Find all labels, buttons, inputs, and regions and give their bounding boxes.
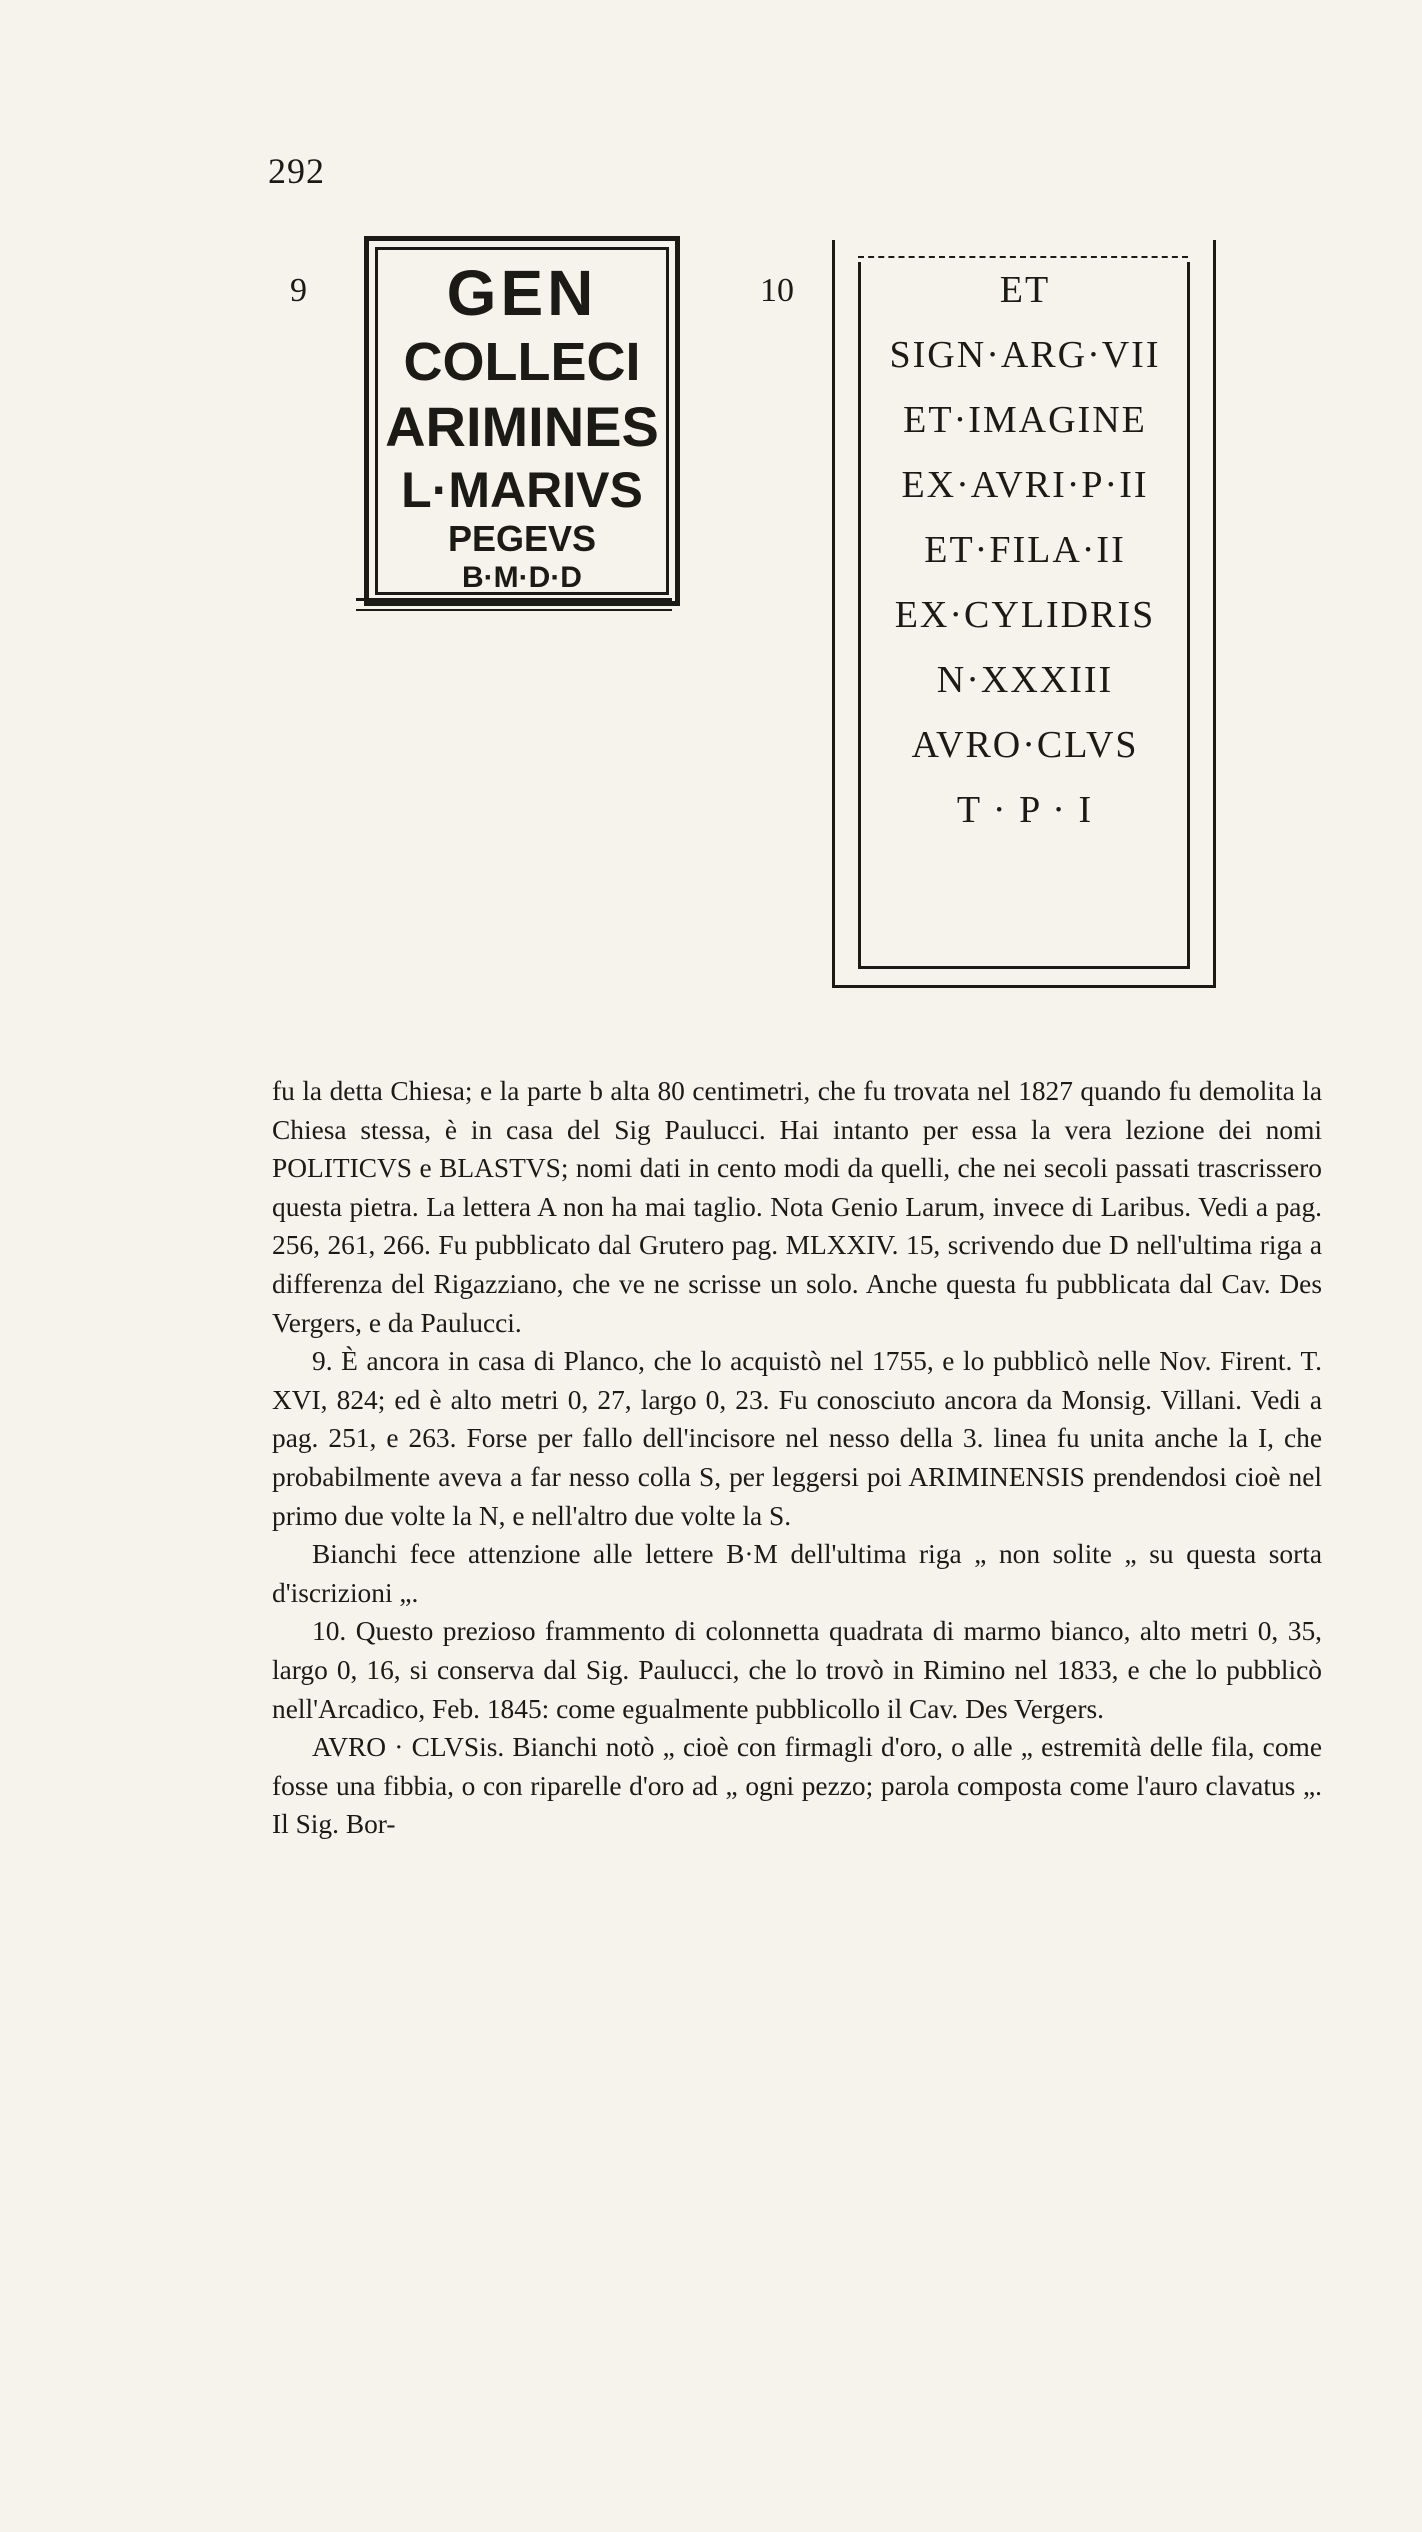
inscription-10-line: ET·FILA·II [924,529,1126,571]
inscription-10-line: AVRO·CLVS [911,724,1139,766]
paragraph: 9. È ancora in casa di Planco, che lo acquistò nel 1755, e lo pubblicò nelle Nov. Firent. T. XVI, 824; ed è alto metri 0, 27, largo 0, 23. Fu conosciuto ancora da Monsig. Villani. Vedi a pag. 251, e 263. Forse per fallo dell'incisore nel nesso della 3. linea fu unita anche la I, che probabilmente aveva a far nesso colla S, per leggersi poi ARIMINENSIS prendendosi cioè nel primo due volte la N, e nell'altro due volte la S. [272,1346,1322,1531]
inscription-10-line: T · P · I [956,789,1094,831]
inscription-9-line: GEN [446,257,598,329]
inscription-9 [364,236,680,606]
inscription-10-line: N·XXXIII [936,659,1114,701]
inscription-9-line: ARIMINES [385,395,659,458]
inscription-10-line: ET·IMAGINE [903,399,1147,441]
inscription-10-line: SIGN·ARG·VII [889,334,1161,376]
body-text [272,1072,1322,1844]
inscription-9-line: L·MARIVS [401,462,643,518]
paragraph: fu la detta Chiesa; e la parte b alta 80 centimetri, che fu trovata nel 1827 quando fu demolita la Chiesa stessa, è in casa del Sig Paulucci. Hai intanto per essa la vera lezione dei nomi POLITICVS e BLASTVS; nomi dati in cento modi da quelli, che nei secoli passati trascrissero questa pietra. La lettera A non ha mai taglio. Nota Genio Larum, invece di Laribus. Vedi a pag. 256, 261, 266. Fu pubblicato dal Grutero pag. MLXXIV. 15, scrivendo due D nell'ultima riga a differenza del Rigazziano, che ve ne scrisse un solo. Anche questa fu pubblicata dal Cav. Des Vergers, e da Paulucci. [272,1076,1322,1338]
inscription-9-line: PEGEVS [447,518,597,559]
page-number: 292 [268,151,325,191]
inscription-10-line: EX·CYLIDRIS [894,594,1156,636]
paragraph: AVRO · CLVSis. Bianchi notò „ cioè con firmagli d'oro, o alle „ estremità delle fila, come fosse una fibbia, o con riparelle d'oro ad „ ogni pezzo; parola composta come l'auro clavatus „. Il Sig. Bor- [272,1732,1322,1840]
figure-10-label: 10 [760,272,794,309]
inscription-9-base [356,598,672,611]
inscription-9-line: B·M·D·D [462,561,582,594]
paragraph: Bianchi fece attenzione alle lettere B·M dell'ultima riga „ non solite „ su questa sorta d'iscrizioni „. [272,1539,1322,1608]
inscription-9-line: COLLECI [403,332,641,392]
inscription-10-line: EX·AVRI·P·II [901,464,1149,506]
figure-9-label: 9 [290,272,307,309]
paragraph: 10. Questo prezioso frammento di colonnetta quadrata di marmo bianco, alto metri 0, 35, largo 0, 16, si conserva dal Sig. Paulucci, che lo trovò in Rimino nel 1833, e che lo pubblicò nell'Arcadico, Feb. 1845: come egualmente pubblicollo il Cav. Des Vergers. [272,1616,1322,1724]
inscription-10-inner-frame [858,262,1190,969]
inscription-10-line: ET [999,269,1051,311]
